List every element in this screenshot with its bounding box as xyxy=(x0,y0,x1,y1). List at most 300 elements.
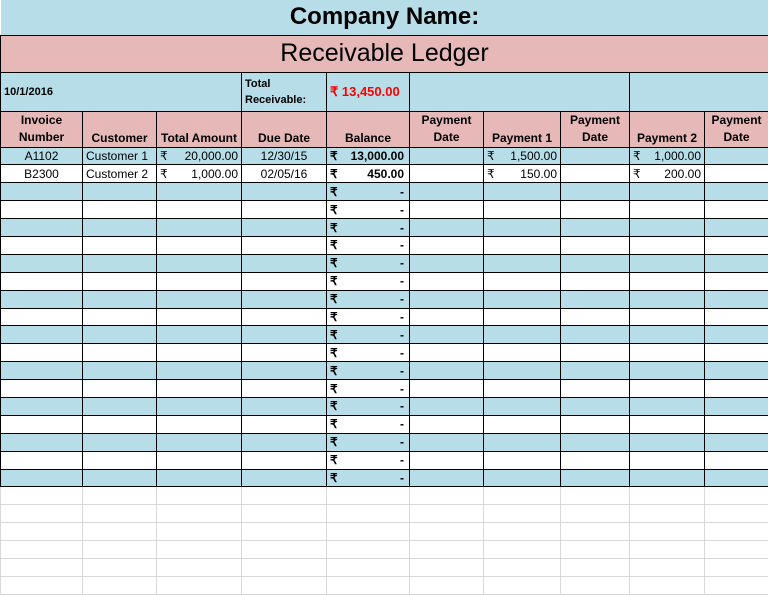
empty-cell[interactable] xyxy=(83,201,157,219)
empty-cell[interactable] xyxy=(484,290,561,308)
currency-symbol: ₹ xyxy=(487,149,495,163)
grid-cell[interactable] xyxy=(410,487,484,505)
empty-cell[interactable] xyxy=(242,326,327,344)
empty-cell[interactable] xyxy=(83,326,157,344)
empty-cell[interactable] xyxy=(83,433,157,451)
due-date-cell[interactable] xyxy=(242,147,327,165)
empty-cell[interactable] xyxy=(561,236,630,254)
payment-date-a-cell[interactable] xyxy=(410,165,484,183)
empty-cell[interactable] xyxy=(484,236,561,254)
empty-cell[interactable] xyxy=(1,183,83,201)
grid-cell[interactable] xyxy=(561,558,630,576)
empty-cell[interactable] xyxy=(242,308,327,326)
empty-cell[interactable] xyxy=(630,415,705,433)
total-receivable-label xyxy=(242,72,327,111)
amount-value: - xyxy=(400,203,406,217)
currency-symbol: ₹ xyxy=(330,453,338,467)
grid-cell[interactable] xyxy=(705,487,768,505)
empty-cell[interactable] xyxy=(1,254,83,272)
table-row xyxy=(1,147,768,165)
balance-cell[interactable] xyxy=(327,344,410,362)
grid-cell[interactable] xyxy=(705,505,768,523)
empty-cell[interactable] xyxy=(242,290,327,308)
empty-cell[interactable] xyxy=(705,308,768,326)
balance-cell[interactable] xyxy=(327,290,410,308)
amount-value: - xyxy=(400,292,406,306)
balance-cell[interactable] xyxy=(327,433,410,451)
grid-cell[interactable] xyxy=(83,558,157,576)
empty-cell[interactable] xyxy=(157,290,242,308)
empty-cell[interactable] xyxy=(630,469,705,487)
empty-cell[interactable] xyxy=(157,308,242,326)
empty-cell[interactable] xyxy=(157,433,242,451)
empty-cell[interactable] xyxy=(242,397,327,415)
empty-cell[interactable] xyxy=(705,469,768,487)
table-row xyxy=(1,344,768,362)
currency-symbol: ₹ xyxy=(330,382,338,396)
empty-cell[interactable] xyxy=(561,380,630,398)
grid-cell[interactable] xyxy=(484,505,561,523)
empty-cell[interactable] xyxy=(561,451,630,469)
empty-cell[interactable] xyxy=(157,344,242,362)
col-header-total-amount[interactable]: Total Amount xyxy=(157,111,242,147)
empty-cell[interactable] xyxy=(1,344,83,362)
total-amount-cell[interactable] xyxy=(157,147,242,165)
empty-cell[interactable] xyxy=(561,326,630,344)
empty-cell[interactable] xyxy=(410,183,484,201)
payment1-cell[interactable] xyxy=(484,147,561,165)
customer-cell[interactable] xyxy=(83,147,157,165)
empty-cell[interactable] xyxy=(157,415,242,433)
empty-cell[interactable] xyxy=(630,290,705,308)
balance-cell[interactable] xyxy=(327,308,410,326)
balance-cell[interactable] xyxy=(327,147,410,165)
empty-cell[interactable] xyxy=(630,380,705,398)
empty-cell[interactable] xyxy=(561,397,630,415)
invoice-number: B2300 xyxy=(24,167,59,181)
grid-cell[interactable] xyxy=(242,576,327,594)
empty-cell[interactable] xyxy=(630,236,705,254)
grid-cell[interactable] xyxy=(410,505,484,523)
grid-cell[interactable] xyxy=(484,558,561,576)
balance-cell[interactable] xyxy=(327,451,410,469)
empty-cell[interactable] xyxy=(484,397,561,415)
empty-cell[interactable] xyxy=(242,451,327,469)
empty-cell[interactable] xyxy=(484,183,561,201)
balance-cell[interactable] xyxy=(327,219,410,237)
currency-symbol: ₹ xyxy=(330,185,338,199)
grid-cell[interactable] xyxy=(327,505,410,523)
payment-date-a-cell[interactable] xyxy=(410,147,484,165)
empty-cell[interactable] xyxy=(410,219,484,237)
grid-cell[interactable] xyxy=(83,505,157,523)
empty-cell[interactable] xyxy=(242,362,327,380)
empty-cell[interactable] xyxy=(410,469,484,487)
grid-cell[interactable] xyxy=(242,487,327,505)
currency-symbol: ₹ xyxy=(160,167,168,181)
grid-cell[interactable] xyxy=(157,505,242,523)
grid-cell[interactable] xyxy=(561,576,630,594)
currency-symbol: ₹ xyxy=(330,328,338,342)
empty-cell[interactable] xyxy=(242,201,327,219)
grid-cell[interactable] xyxy=(157,558,242,576)
empty-cell[interactable] xyxy=(410,254,484,272)
empty-cell[interactable] xyxy=(630,254,705,272)
amount-value: 1,000.00 xyxy=(654,149,701,163)
total-receivable-label-line1: Total xyxy=(245,76,323,92)
empty-cell[interactable] xyxy=(630,201,705,219)
empty-cell[interactable] xyxy=(83,415,157,433)
grid-cell[interactable] xyxy=(83,576,157,594)
empty-cell[interactable] xyxy=(630,183,705,201)
empty-cell[interactable] xyxy=(561,201,630,219)
empty-cell[interactable] xyxy=(242,254,327,272)
balance-cell[interactable] xyxy=(327,362,410,380)
amount-value: - xyxy=(400,185,406,199)
grid-cell[interactable] xyxy=(705,523,768,541)
grid-cell[interactable] xyxy=(1,505,83,523)
grid-cell[interactable] xyxy=(410,523,484,541)
empty-cell[interactable] xyxy=(561,272,630,290)
empty-cell[interactable] xyxy=(1,433,83,451)
empty-cell[interactable] xyxy=(705,219,768,237)
balance-cell[interactable] xyxy=(327,272,410,290)
grid-cell[interactable] xyxy=(242,558,327,576)
empty-cell[interactable] xyxy=(561,469,630,487)
due-date-cell[interactable] xyxy=(242,165,327,183)
empty-cell[interactable] xyxy=(484,308,561,326)
empty-cell[interactable] xyxy=(705,362,768,380)
customer-cell[interactable] xyxy=(83,165,157,183)
empty-cell[interactable] xyxy=(630,326,705,344)
empty-cell[interactable] xyxy=(157,469,242,487)
empty-cell[interactable] xyxy=(157,236,242,254)
empty-cell[interactable] xyxy=(157,397,242,415)
grid-cell[interactable] xyxy=(327,523,410,541)
report-date[interactable]: 10/1/2016 xyxy=(1,72,242,111)
col-header-payment-date-b[interactable]: Payment Date xyxy=(561,111,630,147)
empty-cell[interactable] xyxy=(83,290,157,308)
balance-cell[interactable] xyxy=(327,380,410,398)
empty-cell[interactable] xyxy=(1,326,83,344)
col-header-due-date[interactable]: Due Date xyxy=(242,111,327,147)
empty-cell[interactable] xyxy=(561,219,630,237)
grid-cell[interactable] xyxy=(630,541,705,559)
col-header-payment1[interactable]: Payment 1 xyxy=(484,111,561,147)
empty-cell[interactable] xyxy=(1,362,83,380)
empty-cell[interactable] xyxy=(1,380,83,398)
grid-cell[interactable] xyxy=(561,487,630,505)
empty-cell[interactable] xyxy=(410,380,484,398)
currency-symbol: ₹ xyxy=(330,274,338,288)
empty-cell[interactable] xyxy=(242,469,327,487)
empty-cell[interactable] xyxy=(484,326,561,344)
empty-cell[interactable] xyxy=(561,254,630,272)
payment-date-c-cell[interactable] xyxy=(705,147,768,165)
empty-cell[interactable] xyxy=(242,272,327,290)
empty-cell[interactable] xyxy=(484,344,561,362)
empty-cell[interactable] xyxy=(1,272,83,290)
empty-cell[interactable] xyxy=(1,451,83,469)
col-header-invoice[interactable]: Invoice Number xyxy=(1,111,83,147)
grid-cell[interactable] xyxy=(1,576,83,594)
empty-cell[interactable] xyxy=(83,380,157,398)
empty-cell[interactable] xyxy=(83,397,157,415)
grid-cell[interactable] xyxy=(83,487,157,505)
empty-cell[interactable] xyxy=(630,272,705,290)
empty-cell[interactable] xyxy=(705,326,768,344)
empty-cell[interactable] xyxy=(410,201,484,219)
grid-cell[interactable] xyxy=(83,541,157,559)
payment-date-b-cell[interactable] xyxy=(561,147,630,165)
invoice-cell[interactable] xyxy=(1,147,83,165)
empty-cell[interactable] xyxy=(705,344,768,362)
empty-cell[interactable] xyxy=(705,415,768,433)
empty-cell[interactable] xyxy=(242,433,327,451)
grid-cell[interactable] xyxy=(410,576,484,594)
empty-cell[interactable] xyxy=(157,201,242,219)
info-blank-2[interactable] xyxy=(630,72,768,111)
grid-cell[interactable] xyxy=(484,541,561,559)
empty-cell[interactable] xyxy=(484,362,561,380)
ledger-title[interactable]: Receivable Ledger xyxy=(1,35,768,72)
empty-cell[interactable] xyxy=(705,201,768,219)
table-row xyxy=(1,219,768,237)
total-receivable-label-line2: Receivable: xyxy=(245,92,323,108)
currency-symbol: ₹ xyxy=(330,149,338,163)
empty-cell[interactable] xyxy=(484,380,561,398)
empty-cell[interactable] xyxy=(1,415,83,433)
empty-cell[interactable] xyxy=(561,308,630,326)
payment-date-c-cell[interactable] xyxy=(705,165,768,183)
info-blank-1[interactable] xyxy=(410,72,630,111)
amount-value: 1,500.00 xyxy=(510,149,557,163)
grid-cell[interactable] xyxy=(83,523,157,541)
table-row xyxy=(1,362,768,380)
empty-cell[interactable] xyxy=(705,397,768,415)
grid-cell[interactable] xyxy=(157,576,242,594)
empty-cell[interactable] xyxy=(484,254,561,272)
empty-cell[interactable] xyxy=(410,290,484,308)
empty-cell[interactable] xyxy=(242,236,327,254)
grid-cell[interactable] xyxy=(157,487,242,505)
empty-cell[interactable] xyxy=(1,236,83,254)
grid-cell[interactable] xyxy=(410,558,484,576)
empty-cell[interactable] xyxy=(561,183,630,201)
grid-cell[interactable] xyxy=(327,558,410,576)
empty-cell[interactable] xyxy=(484,469,561,487)
empty-cell[interactable] xyxy=(705,236,768,254)
grid-cell[interactable] xyxy=(630,558,705,576)
grid-cell[interactable] xyxy=(561,523,630,541)
payment2-cell[interactable] xyxy=(630,147,705,165)
empty-cell[interactable] xyxy=(83,344,157,362)
balance-cell[interactable] xyxy=(327,415,410,433)
table-row xyxy=(1,415,768,433)
empty-cell[interactable] xyxy=(410,433,484,451)
empty-cell[interactable] xyxy=(83,236,157,254)
empty-cell[interactable] xyxy=(630,219,705,237)
grid-cell[interactable] xyxy=(630,576,705,594)
empty-cell[interactable] xyxy=(410,272,484,290)
amount-value: - xyxy=(400,274,406,288)
empty-cell[interactable] xyxy=(630,308,705,326)
empty-cell[interactable] xyxy=(705,380,768,398)
empty-cell[interactable] xyxy=(561,290,630,308)
balance-cell[interactable] xyxy=(327,165,410,183)
empty-cell[interactable] xyxy=(705,290,768,308)
empty-cell[interactable] xyxy=(83,272,157,290)
empty-cell[interactable] xyxy=(484,272,561,290)
empty-cell[interactable] xyxy=(1,201,83,219)
grid-cell[interactable] xyxy=(242,523,327,541)
empty-cell[interactable] xyxy=(484,433,561,451)
balance-cell[interactable] xyxy=(327,254,410,272)
empty-cell[interactable] xyxy=(83,308,157,326)
grid-cell[interactable] xyxy=(157,541,242,559)
empty-cell[interactable] xyxy=(83,254,157,272)
empty-cell[interactable] xyxy=(83,469,157,487)
grid-cell[interactable] xyxy=(327,487,410,505)
empty-cell[interactable] xyxy=(561,433,630,451)
empty-cell[interactable] xyxy=(410,308,484,326)
empty-cell[interactable] xyxy=(484,219,561,237)
empty-cell[interactable] xyxy=(83,219,157,237)
col-header-customer[interactable]: Customer xyxy=(83,111,157,147)
grid-cell[interactable] xyxy=(327,541,410,559)
grid-cell[interactable] xyxy=(630,505,705,523)
empty-cell[interactable] xyxy=(630,433,705,451)
grid-cell[interactable] xyxy=(630,487,705,505)
empty-cell[interactable] xyxy=(410,326,484,344)
empty-cell[interactable] xyxy=(705,254,768,272)
empty-cell[interactable] xyxy=(705,272,768,290)
col-header-payment-date-a[interactable]: Payment Date xyxy=(410,111,484,147)
empty-cell[interactable] xyxy=(630,344,705,362)
grid-cell[interactable] xyxy=(410,541,484,559)
payment2-cell[interactable] xyxy=(630,165,705,183)
empty-cell[interactable] xyxy=(157,272,242,290)
amount-value: - xyxy=(400,364,406,378)
empty-cell[interactable] xyxy=(705,433,768,451)
empty-cell[interactable] xyxy=(157,254,242,272)
amount-value: 13,000.00 xyxy=(351,149,406,163)
empty-cell[interactable] xyxy=(242,415,327,433)
empty-cell[interactable] xyxy=(561,344,630,362)
currency-symbol: ₹ xyxy=(633,149,641,163)
empty-cell[interactable] xyxy=(242,344,327,362)
invoice-cell[interactable] xyxy=(1,165,83,183)
empty-cell[interactable] xyxy=(561,362,630,380)
empty-cell[interactable] xyxy=(83,183,157,201)
grid-cell[interactable] xyxy=(705,558,768,576)
total-amount-cell[interactable] xyxy=(157,165,242,183)
balance-cell[interactable] xyxy=(327,236,410,254)
payment-date-b-cell[interactable] xyxy=(561,165,630,183)
empty-cell[interactable] xyxy=(484,415,561,433)
grid-cell[interactable] xyxy=(561,505,630,523)
grid-cell[interactable] xyxy=(630,523,705,541)
empty-cell[interactable] xyxy=(484,201,561,219)
balance-cell[interactable] xyxy=(327,201,410,219)
empty-cell[interactable] xyxy=(242,219,327,237)
empty-cell[interactable] xyxy=(410,236,484,254)
col-header-balance[interactable]: Balance xyxy=(327,111,410,147)
empty-cell[interactable] xyxy=(410,451,484,469)
currency-symbol: ₹ xyxy=(330,292,338,306)
currency-symbol: ₹ xyxy=(633,167,641,181)
empty-cell[interactable] xyxy=(1,219,83,237)
empty-cell[interactable] xyxy=(410,397,484,415)
empty-cell[interactable] xyxy=(83,451,157,469)
total-receivable-value[interactable]: ₹ 13,450.00 xyxy=(327,72,410,111)
amount-value: - xyxy=(400,256,406,270)
balance-cell[interactable] xyxy=(327,397,410,415)
empty-cell[interactable] xyxy=(1,308,83,326)
col-header-payment-date-c[interactable]: Payment Date xyxy=(705,111,768,147)
empty-cell[interactable] xyxy=(484,451,561,469)
empty-cell[interactable] xyxy=(410,415,484,433)
empty-cell[interactable] xyxy=(1,290,83,308)
empty-cell[interactable] xyxy=(157,183,242,201)
empty-cell[interactable] xyxy=(242,183,327,201)
balance-cell[interactable] xyxy=(327,469,410,487)
empty-cell[interactable] xyxy=(410,362,484,380)
amount-value: 450.00 xyxy=(367,167,406,181)
grid-cell[interactable] xyxy=(561,541,630,559)
table-row xyxy=(1,326,768,344)
payment1-cell[interactable] xyxy=(484,165,561,183)
grid-cell[interactable] xyxy=(1,487,83,505)
empty-cell[interactable] xyxy=(157,219,242,237)
empty-cell[interactable] xyxy=(157,451,242,469)
grid-cell[interactable] xyxy=(157,523,242,541)
grid-cell[interactable] xyxy=(484,576,561,594)
balance-cell[interactable] xyxy=(327,183,410,201)
due-date: 02/05/16 xyxy=(261,167,308,181)
empty-cell[interactable] xyxy=(157,362,242,380)
empty-cell[interactable] xyxy=(157,326,242,344)
grid-cell[interactable] xyxy=(242,541,327,559)
col-header-payment2[interactable]: Payment 2 xyxy=(630,111,705,147)
amount-value: - xyxy=(400,399,406,413)
grid-cell[interactable] xyxy=(484,523,561,541)
grid-cell[interactable] xyxy=(705,541,768,559)
empty-cell[interactable] xyxy=(705,451,768,469)
empty-cell[interactable] xyxy=(157,380,242,398)
grid-cell[interactable] xyxy=(484,487,561,505)
empty-cell[interactable] xyxy=(410,344,484,362)
amount-value: - xyxy=(400,328,406,342)
empty-cell[interactable] xyxy=(630,362,705,380)
empty-cell[interactable] xyxy=(1,397,83,415)
empty-cell[interactable] xyxy=(630,397,705,415)
empty-cell[interactable] xyxy=(83,362,157,380)
empty-cell[interactable] xyxy=(1,469,83,487)
empty-cell[interactable] xyxy=(242,380,327,398)
grid-cell[interactable] xyxy=(327,576,410,594)
balance-cell[interactable] xyxy=(327,326,410,344)
company-name-title[interactable]: Company Name: xyxy=(1,0,768,35)
grid-cell[interactable] xyxy=(1,541,83,559)
grid-cell[interactable] xyxy=(1,558,83,576)
grid-cell[interactable] xyxy=(705,576,768,594)
grid-cell[interactable] xyxy=(1,523,83,541)
empty-cell[interactable] xyxy=(561,415,630,433)
empty-cell[interactable] xyxy=(630,451,705,469)
empty-cell[interactable] xyxy=(705,183,768,201)
grid-cell[interactable] xyxy=(242,505,327,523)
